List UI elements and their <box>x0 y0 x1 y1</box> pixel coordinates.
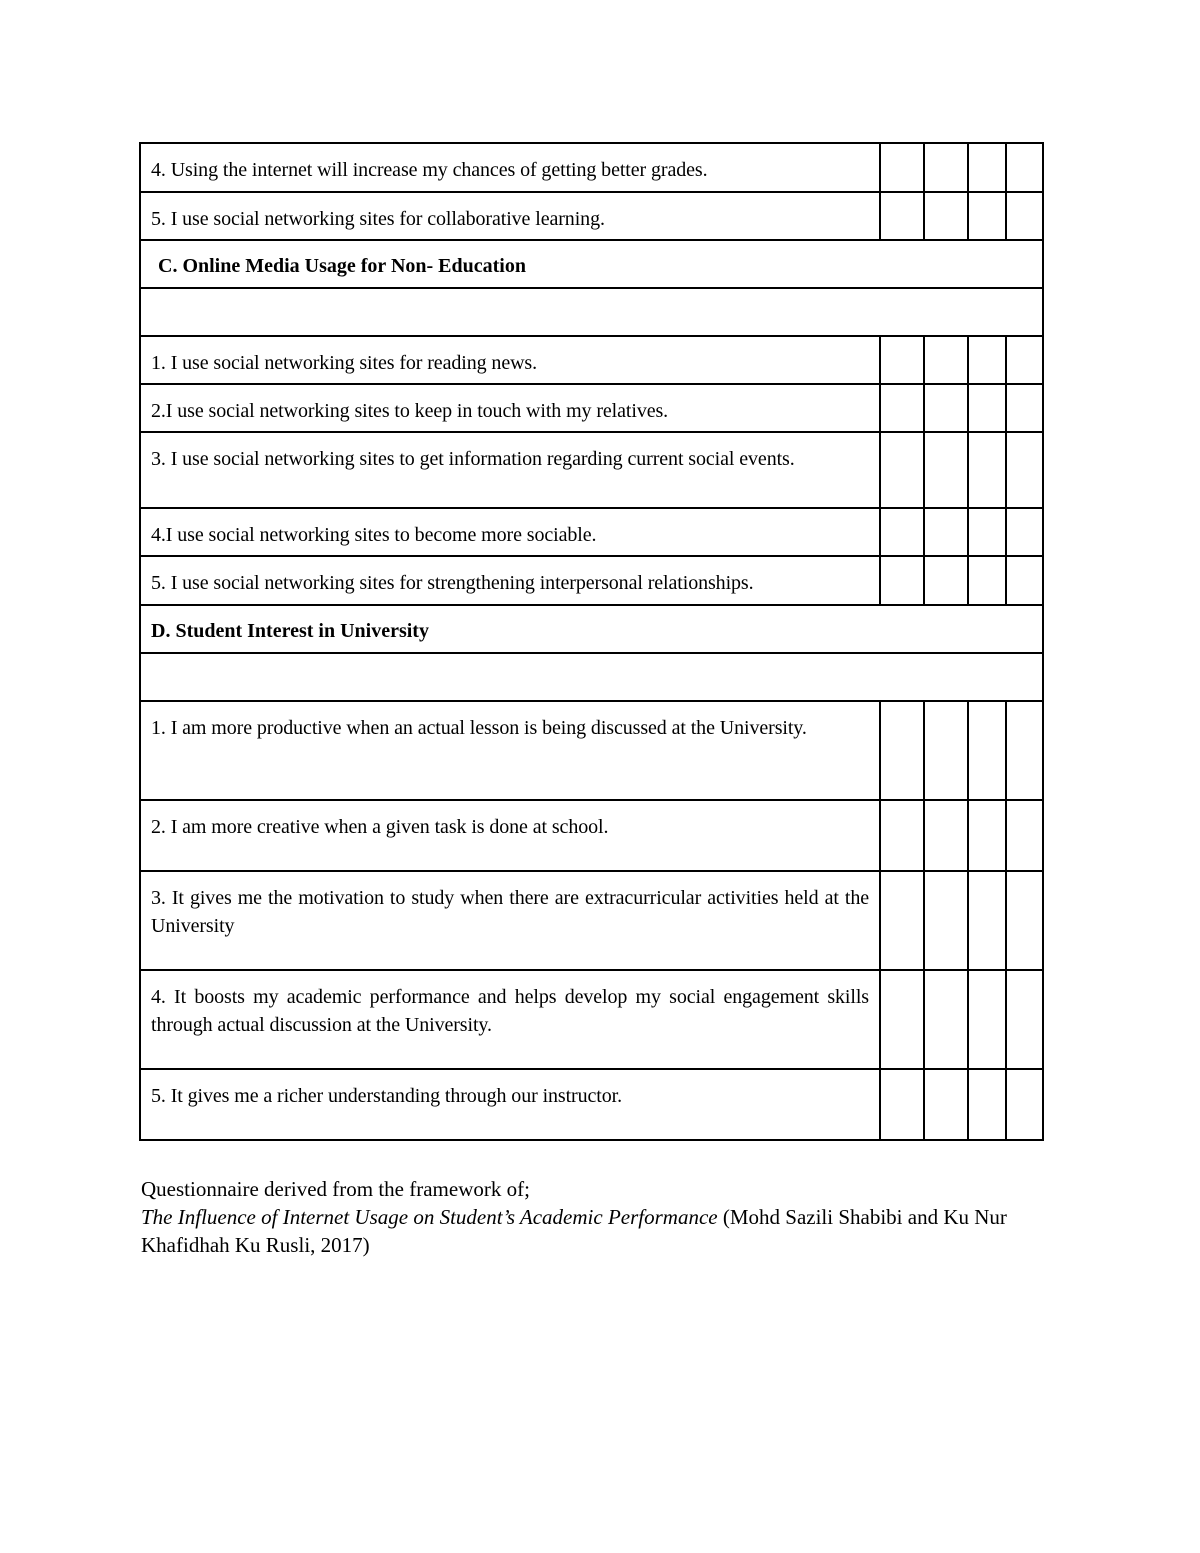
item-text: 2.I use social networking sites to keep in touch with my relatives. <box>140 384 880 432</box>
item-row-b4 <box>140 143 1043 192</box>
rating-box-3[interactable] <box>968 701 1006 800</box>
item-row-c4 <box>140 508 1043 556</box>
source-intro: Questionnaire derived from the framework of; <box>141 1177 530 1201</box>
item-row-d5 <box>140 1069 1043 1140</box>
rating-box-4[interactable] <box>1006 192 1043 240</box>
blank-row <box>140 653 1043 701</box>
rating-box-1[interactable] <box>880 508 924 556</box>
rating-box-2[interactable] <box>924 192 968 240</box>
questionnaire-table <box>139 142 1044 1141</box>
rating-box-2[interactable] <box>924 871 968 970</box>
rating-box-1[interactable] <box>880 384 924 432</box>
rating-box-3[interactable] <box>968 508 1006 556</box>
rating-box-2[interactable] <box>924 701 968 800</box>
rating-box-3[interactable] <box>968 970 1006 1069</box>
item-text: 1. I am more productive when an actual lesson is being discussed at the University. <box>140 701 880 800</box>
rating-box-2[interactable] <box>924 1069 968 1140</box>
blank-row <box>140 288 1043 336</box>
section-header-row-d <box>140 605 1043 653</box>
rating-box-3[interactable] <box>968 871 1006 970</box>
item-text: 2. I am more creative when a given task is done at school. <box>140 800 880 871</box>
source-authors: (Mohd Sazili Shabibi and Ku Nur Khafidhah Ku Rusli, 2017) <box>141 1205 1007 1257</box>
item-row-c1 <box>140 336 1043 384</box>
item-text: 3. It gives me the motivation to study when there are extracurricular activities held at the University <box>140 871 880 970</box>
item-row-d2 <box>140 800 1043 871</box>
rating-box-2[interactable] <box>924 432 968 508</box>
section-header-row-c <box>140 240 1043 288</box>
item-text: 3. I use social networking sites to get information regarding current social events. <box>140 432 880 508</box>
rating-box-3[interactable] <box>968 192 1006 240</box>
item-text: 5. I use social networking sites for collaborative learning. <box>140 192 880 240</box>
rating-box-3[interactable] <box>968 1069 1006 1140</box>
rating-box-1[interactable] <box>880 143 924 192</box>
rating-box-3[interactable] <box>968 556 1006 605</box>
item-text: 4. It boosts my academic performance and helps develop my social engagement skills through actual discussion at the University. <box>140 970 880 1069</box>
item-row-b5 <box>140 192 1043 240</box>
rating-box-1[interactable] <box>880 556 924 605</box>
item-row-c3 <box>140 432 1043 508</box>
item-text: 4.I use social networking sites to become more sociable. <box>140 508 880 556</box>
rating-box-2[interactable] <box>924 508 968 556</box>
rating-box-2[interactable] <box>924 556 968 605</box>
rating-box-3[interactable] <box>968 143 1006 192</box>
rating-box-3[interactable] <box>968 432 1006 508</box>
item-text: 4. Using the internet will increase my chances of getting better grades. <box>140 143 880 192</box>
rating-box-4[interactable] <box>1006 384 1043 432</box>
rating-box-4[interactable] <box>1006 336 1043 384</box>
item-text: 1. I use social networking sites for reading news. <box>140 336 880 384</box>
item-row-d3 <box>140 871 1043 970</box>
rating-box-1[interactable] <box>880 701 924 800</box>
rating-box-4[interactable] <box>1006 701 1043 800</box>
rating-box-4[interactable] <box>1006 871 1043 970</box>
item-row-d4 <box>140 970 1043 1069</box>
rating-box-3[interactable] <box>968 384 1006 432</box>
item-row-d1 <box>140 701 1043 800</box>
source-title: The Influence of Internet Usage on Student’s Academic Performance <box>141 1205 718 1229</box>
rating-box-2[interactable] <box>924 800 968 871</box>
rating-box-1[interactable] <box>880 871 924 970</box>
rating-box-4[interactable] <box>1006 556 1043 605</box>
rating-box-4[interactable] <box>1006 143 1043 192</box>
rating-box-2[interactable] <box>924 336 968 384</box>
source-citation <box>141 1203 1051 1259</box>
blank-cell <box>140 653 1043 701</box>
rating-box-4[interactable] <box>1006 1069 1043 1140</box>
questionnaire-source-note <box>141 1175 1051 1259</box>
item-text: 5. I use social networking sites for strengthening interpersonal relationships. <box>140 556 880 605</box>
section-heading: C. Online Media Usage for Non- Education <box>140 240 1043 288</box>
blank-cell <box>140 288 1043 336</box>
rating-box-1[interactable] <box>880 1069 924 1140</box>
section-heading: D. Student Interest in University <box>140 605 1043 653</box>
rating-box-2[interactable] <box>924 384 968 432</box>
rating-box-4[interactable] <box>1006 508 1043 556</box>
item-text: 5. It gives me a richer understanding through our instructor. <box>140 1069 880 1140</box>
rating-box-2[interactable] <box>924 970 968 1069</box>
rating-box-1[interactable] <box>880 432 924 508</box>
rating-box-1[interactable] <box>880 336 924 384</box>
rating-box-1[interactable] <box>880 800 924 871</box>
item-row-c2 <box>140 384 1043 432</box>
rating-box-4[interactable] <box>1006 432 1043 508</box>
rating-box-4[interactable] <box>1006 800 1043 871</box>
rating-box-3[interactable] <box>968 336 1006 384</box>
rating-box-1[interactable] <box>880 970 924 1069</box>
item-row-c5 <box>140 556 1043 605</box>
rating-box-4[interactable] <box>1006 970 1043 1069</box>
rating-box-3[interactable] <box>968 800 1006 871</box>
rating-box-1[interactable] <box>880 192 924 240</box>
rating-box-2[interactable] <box>924 143 968 192</box>
